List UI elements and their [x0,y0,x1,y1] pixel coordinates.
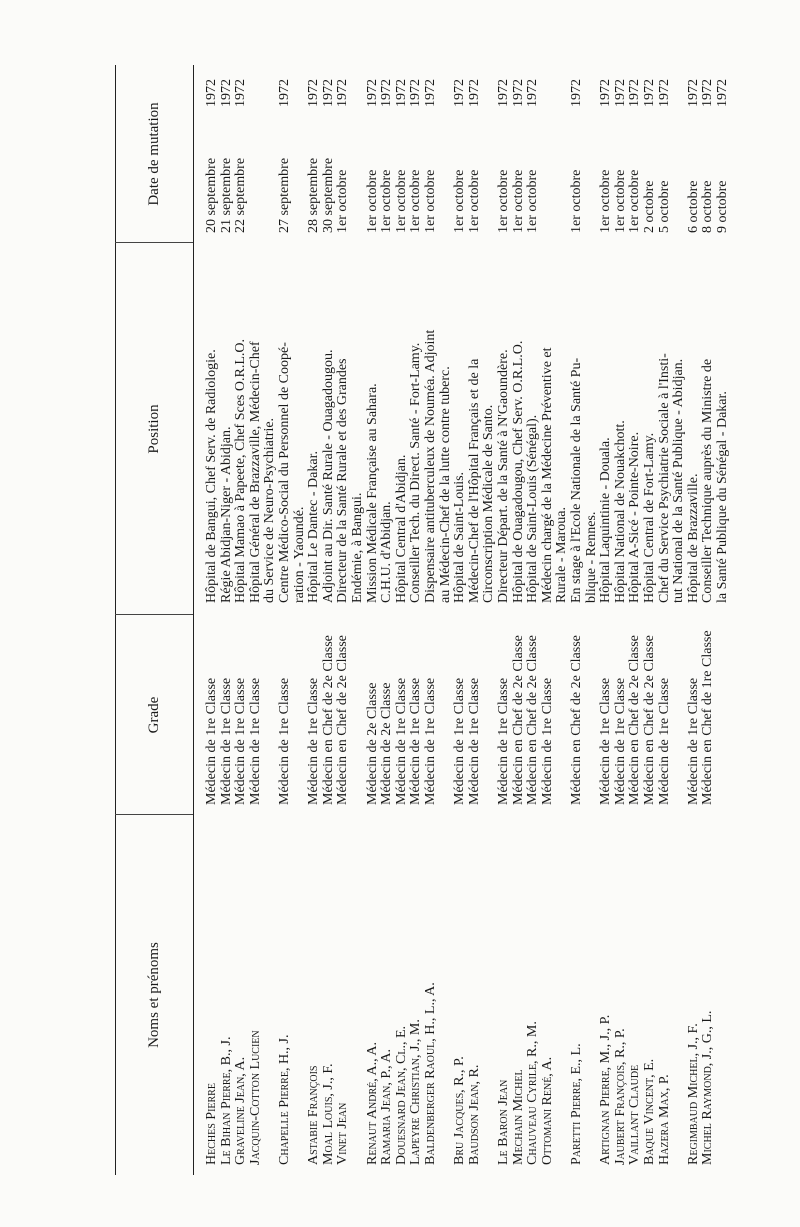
year-cell: 1972 [598,79,614,107]
year-cell: 1972 [452,79,468,107]
date-cell: 1er octobre [466,169,482,233]
position-cell: Conseiller Technique auprès du Ministre de [700,358,716,603]
person-name: Paretti Pierre, E., L. [569,1043,584,1165]
header-date: Date de mutation [146,102,162,206]
rotated-table [115,65,800,1175]
person-name: Heches Pierre [204,1083,219,1165]
year-cell: 1972 [510,79,526,107]
position-cell: Hôpital de Saint-Louis (Sénégal). [525,414,541,603]
grade-cell: Médecin de 1re Classe [685,677,701,805]
table-row [687,65,701,1175]
year-cell: 1972 [685,79,701,107]
date-cell: 1er octobre [335,169,351,233]
date-cell: 9 octobre [715,180,730,233]
person-name: Baudson Jean, R. [466,1064,482,1165]
grade-cell: Médecin de 1re Classe [539,677,555,805]
position-cell: Régie Abidjan-Niger - Abidjan. [218,426,234,603]
position-cell: Hôpital Général de Brazzaville, Médecin-Chef [247,341,263,603]
position-cell: Endémie, à Bangui. [350,492,365,603]
year-cell: 1972 [569,79,584,107]
position-cell: En stage à l'Ecole Nationale de la Santé Pu- [569,357,584,603]
grade-cell: Médecin de 1re Classe [233,677,249,805]
position-cell: Rurale - Maroua. [554,506,570,603]
position-cell: Directeur Départ. de la Santé à N'Gaoundère. [496,349,511,603]
table-row [512,65,526,1175]
position-cell: Médecin chargé de la Médecine Préventive et [539,347,555,603]
date-cell: 1er octobre [379,169,395,233]
date-cell: 6 octobre [685,180,701,233]
year-cell: 1972 [204,79,219,107]
year-cell: 1972 [306,79,322,107]
table-row [263,65,277,1175]
header-position: Position [146,404,162,454]
table-row [599,65,613,1175]
position-cell: Hôpital Mamao à Papeete, Chef Sces O.R.L.O. [233,339,249,603]
table-row [439,65,453,1175]
position-cell: Hôpital de Ouagadougou, Chef Serv. O.R.L.O. [510,340,526,603]
date-cell: 1er octobre [569,169,584,233]
table-row [643,65,657,1175]
position-cell: ration - Yaoundé. [291,506,307,603]
table-row [351,65,365,1175]
table-row [205,65,219,1175]
grade-cell: Médecin en Chef de 2e Classe [510,635,526,805]
person-name: Baldenberger Raoul, H., L., A. [423,982,438,1165]
person-name: Ramaria Jean, P., A. [379,1049,395,1165]
position-cell: Hôpital Central d'Abidjan. [393,454,409,603]
date-cell: 1er octobre [510,169,526,233]
year-cell: 1972 [379,79,395,107]
table-row [366,65,380,1175]
table-row [322,65,336,1175]
date-cell: 8 octobre [700,180,716,233]
table-row [336,65,350,1175]
table-row [541,65,555,1175]
person-name: Ottomani René, A. [539,1056,555,1165]
table-row [468,65,482,1175]
year-cell: 1972 [642,79,657,107]
person-name: Moal Louis, J., F. [320,1063,336,1165]
grade-cell: Médecin de 2e Classe [364,682,380,805]
table-row [585,65,599,1175]
date-cell: 22 septembre [233,157,249,233]
person-name: Renaut André, A., A. [364,1042,380,1165]
position-cell: Dispensaire antituberculeux de Nouméa. Adjoint [423,329,438,603]
table-row [220,65,234,1175]
grade-cell: Médecin de 1re Classe [496,677,511,805]
person-name: Michel Raymond, J., G., L. [700,1010,716,1165]
person-name: Douesnard Jean, Cl., E. [393,1025,409,1165]
person-name: Baque Vincent, E. [642,1058,657,1165]
date-cell: 1er octobre [364,169,380,233]
date-cell: 1er octobre [598,169,614,233]
grade-cell: Médecin de 1re Classe [612,677,628,805]
position-cell: la Santé Publique du Sénégal - Dakar. [715,391,730,603]
grade-cell: Médecin de 1re Classe [656,677,672,805]
date-cell: 1er octobre [423,169,438,233]
table-row [234,65,248,1175]
date-cell: 27 septembre [277,157,292,233]
year-cell: 1972 [612,79,628,107]
table-row [249,65,263,1175]
year-cell: 1972 [277,79,292,107]
table-row [380,65,394,1175]
date-cell: 1er octobre [627,169,643,233]
grade-cell: Médecin de 1re Classe [466,677,482,805]
header-names: Noms et prénoms [146,942,162,1048]
year-cell: 1972 [364,79,380,107]
table-row [526,65,540,1175]
table-row [453,65,467,1175]
table-row [628,65,642,1175]
grade-cell: Médecin de 1re Classe [393,677,409,805]
grade-cell: Médecin de 1re Classe [277,677,292,805]
grade-cell: Médecin en Chef de 2e Classe [642,635,657,805]
person-name: Mechain Michel [510,1069,526,1165]
date-cell: 21 septembre [218,157,234,233]
header-grade: Grade [146,696,162,734]
table-row [570,65,584,1175]
person-name: Jaubert François, R., P. [612,1028,628,1165]
position-cell: Hôpital Le Dantec - Dakar. [306,451,322,603]
position-cell: Centre Médico-Social du Personnel de Coopé- [277,342,292,603]
year-cell: 1972 [335,79,351,107]
table-row [395,65,409,1175]
position-cell: Hôpital National de Nouakchott. [612,420,628,603]
grade-cell: Médecin de 1re Classe [204,677,219,805]
grade-cell: Médecin de 1re Classe [218,677,234,805]
person-name: Vaillant Claude [627,1064,643,1165]
header-rule [193,65,194,1175]
position-cell: au Médecin-Chef de la lutte contre tuberc. [437,366,453,603]
person-name: Chauveau Cyrile, R., M. [525,1021,541,1165]
person-name: Le Bihan Pierre, B., J. [218,1036,234,1165]
year-cell: 1972 [408,79,424,107]
table-row [701,65,715,1175]
position-cell: Hôpital de Brazzaville. [685,473,701,603]
table-row [555,65,569,1175]
position-cell: C.H.U. d'Abidjan. [379,501,395,603]
date-cell: 1er octobre [452,169,468,233]
grade-cell: Médecin de 1re Classe [306,677,322,805]
year-cell: 1972 [627,79,643,107]
date-cell: 28 septembre [306,157,322,233]
table-row [672,65,686,1175]
person-name: Le Baron Jean [496,1079,511,1165]
person-name: Hazera Max, P. [656,1074,672,1165]
person-name: Vinet Jean [335,1102,351,1165]
date-cell: 20 septembre [204,157,219,233]
person-name: Astabie François [306,1065,322,1165]
date-cell: 1er octobre [525,169,541,233]
grade-cell: Médecin de 1re Classe [452,677,468,805]
grade-cell: Médecin en Chef de 2e Classe [320,635,336,805]
year-cell: 1972 [218,79,234,107]
date-cell: 2 octobre [642,180,657,233]
year-cell: 1972 [233,79,249,107]
position-cell: Conseiller Tech. du Direct. Santé - Fort-Lamy. [408,342,424,603]
date-cell: 1er octobre [393,169,409,233]
person-name: Graveline Jean, A. [233,1056,249,1165]
year-cell: 1972 [466,79,482,107]
date-cell: 1er octobre [496,169,511,233]
table-row [716,65,730,1175]
person-name: Artignan Pierre, M., J., P. [598,1014,614,1165]
table-row [293,65,307,1175]
person-name: Lapeyre Christian, J., M. [408,1019,424,1165]
year-cell: 1972 [656,79,672,107]
position-cell: Mission Médicale Française au Sahara. [364,383,380,603]
position-cell: du Service de Neuro-Psychiatrie. [262,417,278,603]
position-cell: Directeur de la Santé Rurale et des Grandes [335,358,351,603]
year-cell: 1972 [496,79,511,107]
position-cell: Adjoint au Dir. Santé Rurale - Ouagadougou. [320,349,336,603]
year-cell: 1972 [320,79,336,107]
position-cell: tut National de la Santé Publique - Abidjan. [671,358,687,603]
table-row [497,65,511,1175]
position-cell: Hôpital A-Sicé - Pointe-Noire. [627,431,643,603]
table-row [424,65,438,1175]
person-name: Jacquin-Cotton Lucien [247,1030,263,1165]
position-cell: Hôpital Laquintinie - Douala. [598,437,614,603]
year-cell: 1972 [393,79,409,107]
date-cell: 5 octobre [656,180,672,233]
grade-cell: Médecin de 1re Classe [598,677,614,805]
date-cell: 1er octobre [612,169,628,233]
date-cell: 1er octobre [408,169,424,233]
grade-cell: Médecin en Chef de 2e Classe [569,635,584,805]
position-cell: blique - Rennes. [583,511,599,603]
position-cell: Hôpital de Saint-Louis. [452,471,468,603]
year-cell: 1972 [423,79,438,107]
table-row [278,65,292,1175]
table-row [482,65,496,1175]
table-row [409,65,423,1175]
grade-cell: Médecin de 1re Classe [247,677,263,805]
grade-cell: Médecin de 1re Classe [423,677,438,805]
position-cell: Circonscription Médicale de Santo. [481,404,497,603]
person-name: Regimbaud Michel, J., F. [685,1023,701,1165]
grade-cell: Médecin en Chef de 1re Classe [700,630,716,805]
table-row [658,65,672,1175]
year-cell: 1972 [715,79,730,107]
grade-cell: Médecin de 2e Classe [379,682,395,805]
grade-cell: Médecin de 1re Classe [408,677,424,805]
person-name: Bru Jacques, R., P. [452,1056,468,1165]
position-cell: Médecin-Chef de l'Hôpital Français et de la [466,358,482,603]
grade-cell: Médecin en Chef de 2e Classe [335,635,351,805]
position-cell: Hôpital de Bangui, Chef Serv. de Radiologie. [204,349,219,603]
date-cell: 30 septembre [320,157,336,233]
table-row [307,65,321,1175]
position-cell: Hôpital Central de Fort-Lamy. [642,432,657,603]
position-cell: Chef du Service Psychiatrie Sociale à l'Insti- [656,353,672,603]
person-name: Chapelle Pierre, H., J. [277,1034,292,1165]
year-cell: 1972 [525,79,541,107]
grade-cell: Médecin en Chef de 2e Classe [525,635,541,805]
year-cell: 1972 [700,79,716,107]
table-row [614,65,628,1175]
grade-cell: Médecin en Chef de 2e Classe [627,635,643,805]
